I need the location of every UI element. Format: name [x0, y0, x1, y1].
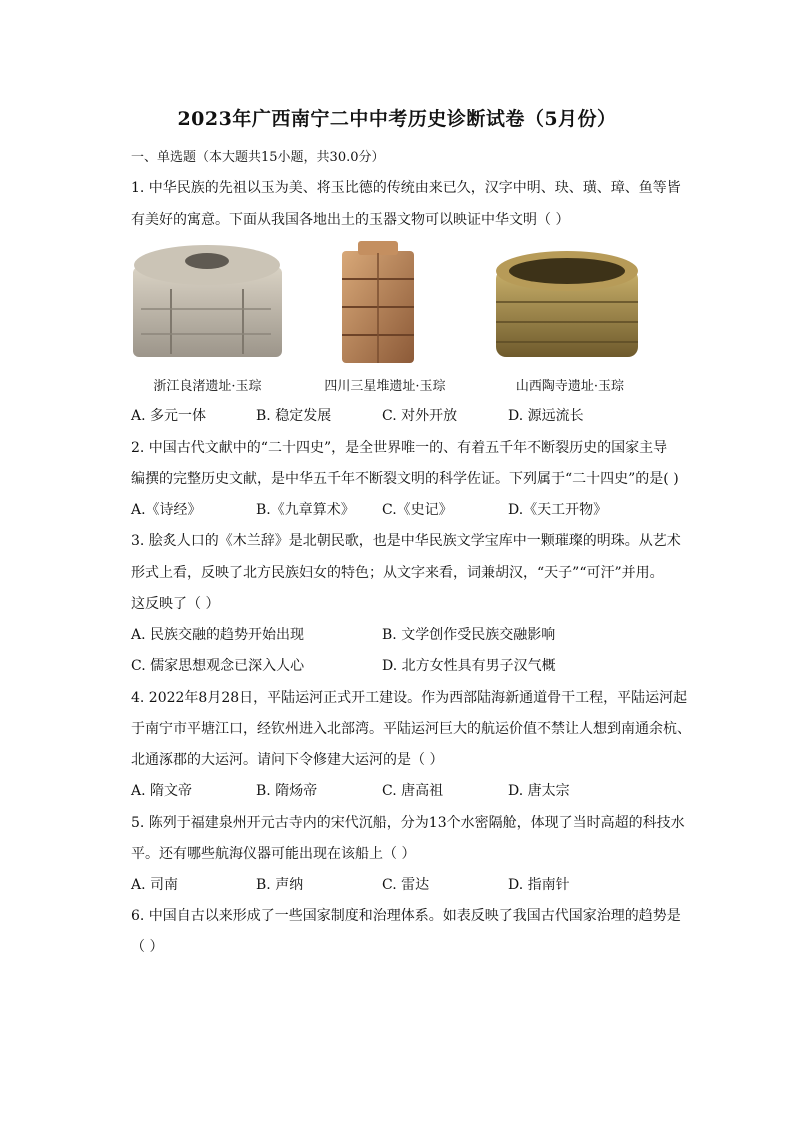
- q1-line-2: 有美好的寓意。下面从我国各地出土的玉器文物可以映证中华文明（ ）: [131, 212, 570, 228]
- q1-option-b[interactable]: B. 稳定发展: [256, 408, 332, 424]
- q2-option-d[interactable]: D.《天工开物》: [508, 502, 608, 518]
- q2-line-2: 编撰的完整历史文献，是中华五千年不断裂文明的科学佐证。下列属于“二十四史”的是( ): [131, 471, 679, 487]
- q3-line-2: 形式上看，反映了北方民族妇女的特色；从文字来看，词兼胡汉，“天子”“可汗”并用。: [131, 565, 664, 581]
- q1-option-d[interactable]: D. 源远流长: [508, 408, 584, 424]
- q4-line-1: 4. 2022年8月28日，平陆运河正式开工建设。作为西部陆海新通道骨干工程，平陆运河起: [131, 690, 688, 706]
- q4-option-c[interactable]: C. 唐高祖: [382, 783, 444, 799]
- q2-line-1: 2. 中国古代文献中的“二十四史”，是全世界唯一的、有着五千年不断裂历史的国家主导: [131, 440, 668, 456]
- q2-option-b[interactable]: B.《九章算术》: [256, 502, 355, 518]
- q5-option-b[interactable]: B. 声纳: [256, 877, 304, 893]
- jade-cong-sanxingdui-image: [332, 239, 424, 367]
- q3-line-3: 这反映了（ ）: [131, 596, 220, 612]
- caption-taosi: 山西陶寺遗址·玉琮: [515, 379, 625, 394]
- q1-option-a[interactable]: A. 多元一体: [131, 408, 207, 424]
- q6-line-2: （ ）: [131, 939, 164, 955]
- q5-option-d[interactable]: D. 指南针: [508, 877, 570, 893]
- q5-option-c[interactable]: C. 雷达: [382, 877, 430, 893]
- page-title: 2023年广西南宁二中中考历史诊断试卷（5月份）: [177, 108, 617, 130]
- q2-option-c[interactable]: C.《史记》: [382, 502, 453, 518]
- q2-option-a[interactable]: A.《诗经》: [131, 502, 202, 518]
- q4-line-3: 北通涿郡的大运河。请问下令修建大运河的是（ ）: [131, 752, 444, 768]
- q3-line-1: 3. 脍炙人口的《木兰辞》是北朝民歌，也是中华民族文学宝库中一颗璀璨的明珠。从艺术: [131, 533, 681, 549]
- q3-option-c[interactable]: C. 儒家思想观念已深入人心: [131, 658, 305, 674]
- q5-line-2: 平。还有哪些航海仪器可能出现在该船上（ ）: [131, 846, 416, 862]
- jade-cong-liangzhu-image: [131, 239, 284, 367]
- q5-option-a[interactable]: A. 司南: [131, 877, 179, 893]
- q5-line-1: 5. 陈列于福建泉州开元古寺内的宋代沉船，分为13个水密隔舱，体现了当时高超的科技水: [131, 815, 685, 831]
- q4-option-a[interactable]: A. 隋文帝: [131, 783, 193, 799]
- caption-sanxingdui: 四川三星堆遗址·玉琮: [324, 379, 446, 394]
- q4-line-2: 于南宁市平塘江口，经钦州进入北部湾。平陆运河巨大的航运价值不禁让人想到南通余杭、: [131, 721, 691, 737]
- q1-line-1: 1. 中华民族的先祖以玉为美、将玉比德的传统由来已久，汉字中明、玦、璜、璋、鱼等皆: [131, 180, 681, 196]
- q3-option-d[interactable]: D. 北方女性具有男子汉气概: [382, 658, 556, 674]
- q1-option-c[interactable]: C. 对外开放: [382, 408, 458, 424]
- q6-line-1: 6. 中国自古以来形成了一些国家制度和治理体系。如表反映了我国古代国家治理的趋势是: [131, 908, 681, 924]
- q3-option-b[interactable]: B. 文学创作受民族交融影响: [382, 627, 556, 643]
- jade-cong-taosi-image: [492, 247, 642, 365]
- section-heading: 一、单选题（本大题共15小题，共30.0分）: [131, 150, 385, 165]
- q4-option-d[interactable]: D. 唐太宗: [508, 783, 570, 799]
- q3-option-a[interactable]: A. 民族交融的趋势开始出现: [131, 627, 305, 643]
- caption-liangzhu: 浙江良渚遗址·玉琮: [153, 379, 262, 394]
- q4-option-b[interactable]: B. 隋炀帝: [256, 783, 318, 799]
